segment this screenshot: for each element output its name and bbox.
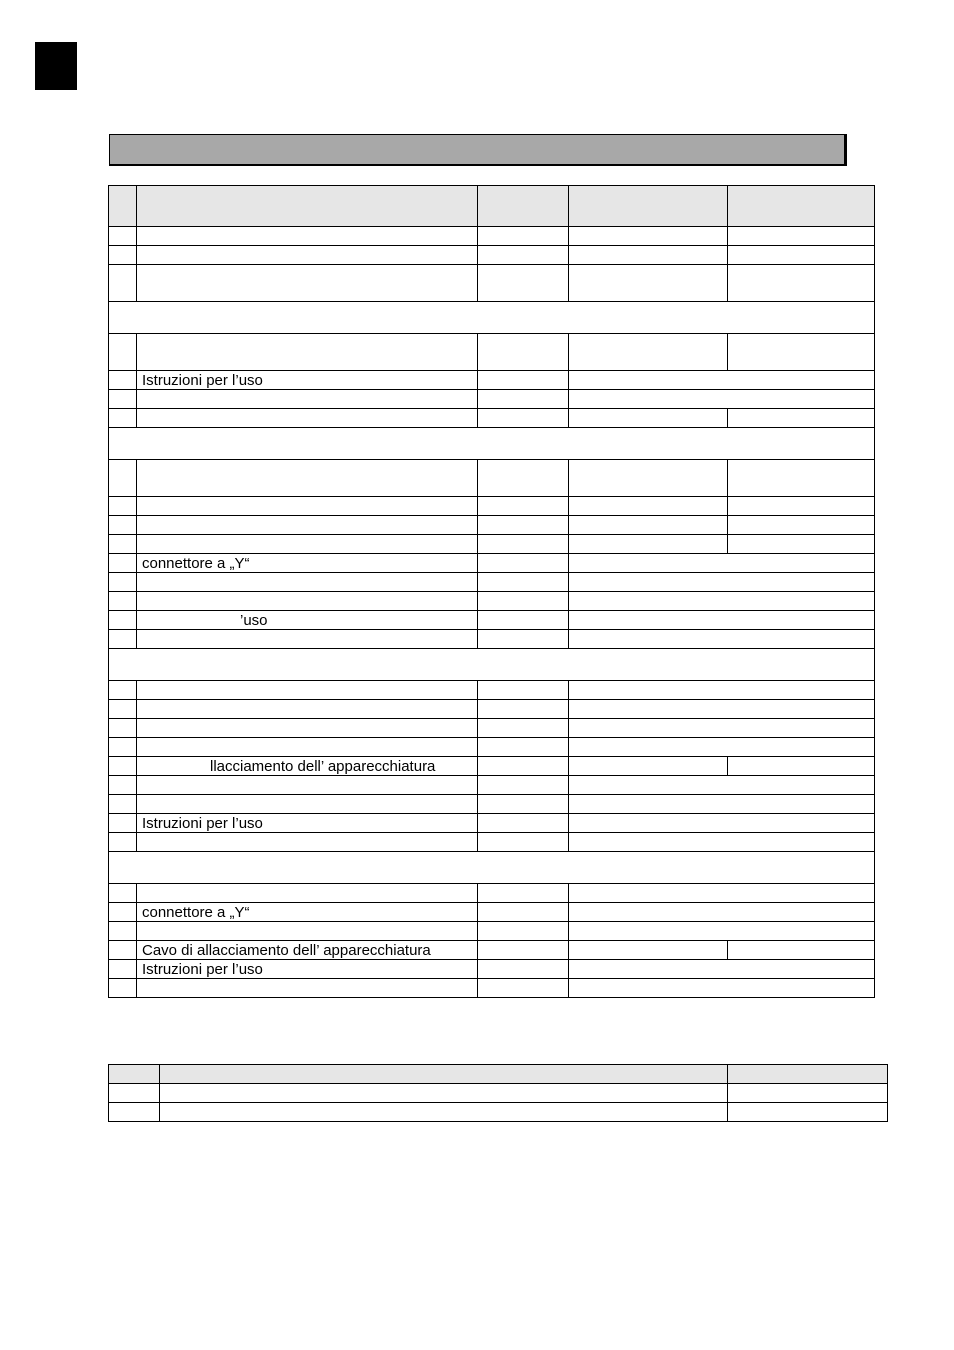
table-row <box>109 960 875 979</box>
table-row <box>109 1103 888 1122</box>
table-row <box>109 922 875 941</box>
item-description: Cavo di allacciamento dell’ apparecchiatura <box>137 941 478 960</box>
table-row <box>109 884 875 903</box>
table-header-row <box>109 1065 888 1084</box>
header-cell <box>478 186 569 227</box>
header-cell <box>137 186 478 227</box>
table-row <box>109 795 875 814</box>
table-row <box>109 554 875 573</box>
table-row <box>109 371 875 390</box>
table-row <box>109 1084 888 1103</box>
table-row <box>109 776 875 795</box>
header-cell <box>109 186 137 227</box>
section-row <box>109 852 875 884</box>
table-row <box>109 390 875 409</box>
table-row <box>109 334 875 371</box>
header-cell <box>728 186 875 227</box>
section-row <box>109 428 875 460</box>
table-row <box>109 265 875 302</box>
table-row <box>109 573 875 592</box>
header-cell <box>569 186 728 227</box>
table-row <box>109 814 875 833</box>
table-row <box>109 700 875 719</box>
item-description: connettore a „Y“ <box>137 903 478 922</box>
item-description: Istruzioni per l’uso <box>137 960 478 979</box>
table-row <box>109 630 875 649</box>
table-row <box>109 681 875 700</box>
table-row <box>109 941 875 960</box>
table-row <box>109 611 875 630</box>
item-description: llacciamento dell’ apparecchiatura <box>137 757 478 776</box>
table-row <box>109 757 875 776</box>
table-row <box>109 903 875 922</box>
table-row <box>109 409 875 428</box>
section-row <box>109 649 875 681</box>
item-description: Istruzioni per l’uso <box>137 814 478 833</box>
table-row <box>109 460 875 497</box>
item-description: connettore a „Y“ <box>137 554 478 573</box>
table-row <box>109 719 875 738</box>
item-description: ’uso <box>137 611 478 630</box>
table-row <box>109 738 875 757</box>
table-row <box>109 979 875 998</box>
corner-marker <box>35 42 77 90</box>
section-title-bar <box>109 134 847 166</box>
table-row <box>109 516 875 535</box>
accessories-table <box>108 1064 888 1122</box>
section-row <box>109 302 875 334</box>
table-row <box>109 227 875 246</box>
table-header-row <box>109 186 875 227</box>
table-row <box>109 246 875 265</box>
table-row <box>109 497 875 516</box>
table-row <box>109 535 875 554</box>
parts-list-table <box>108 185 875 998</box>
table-row <box>109 592 875 611</box>
table-row <box>109 833 875 852</box>
item-description: Istruzioni per l’uso <box>137 371 478 390</box>
